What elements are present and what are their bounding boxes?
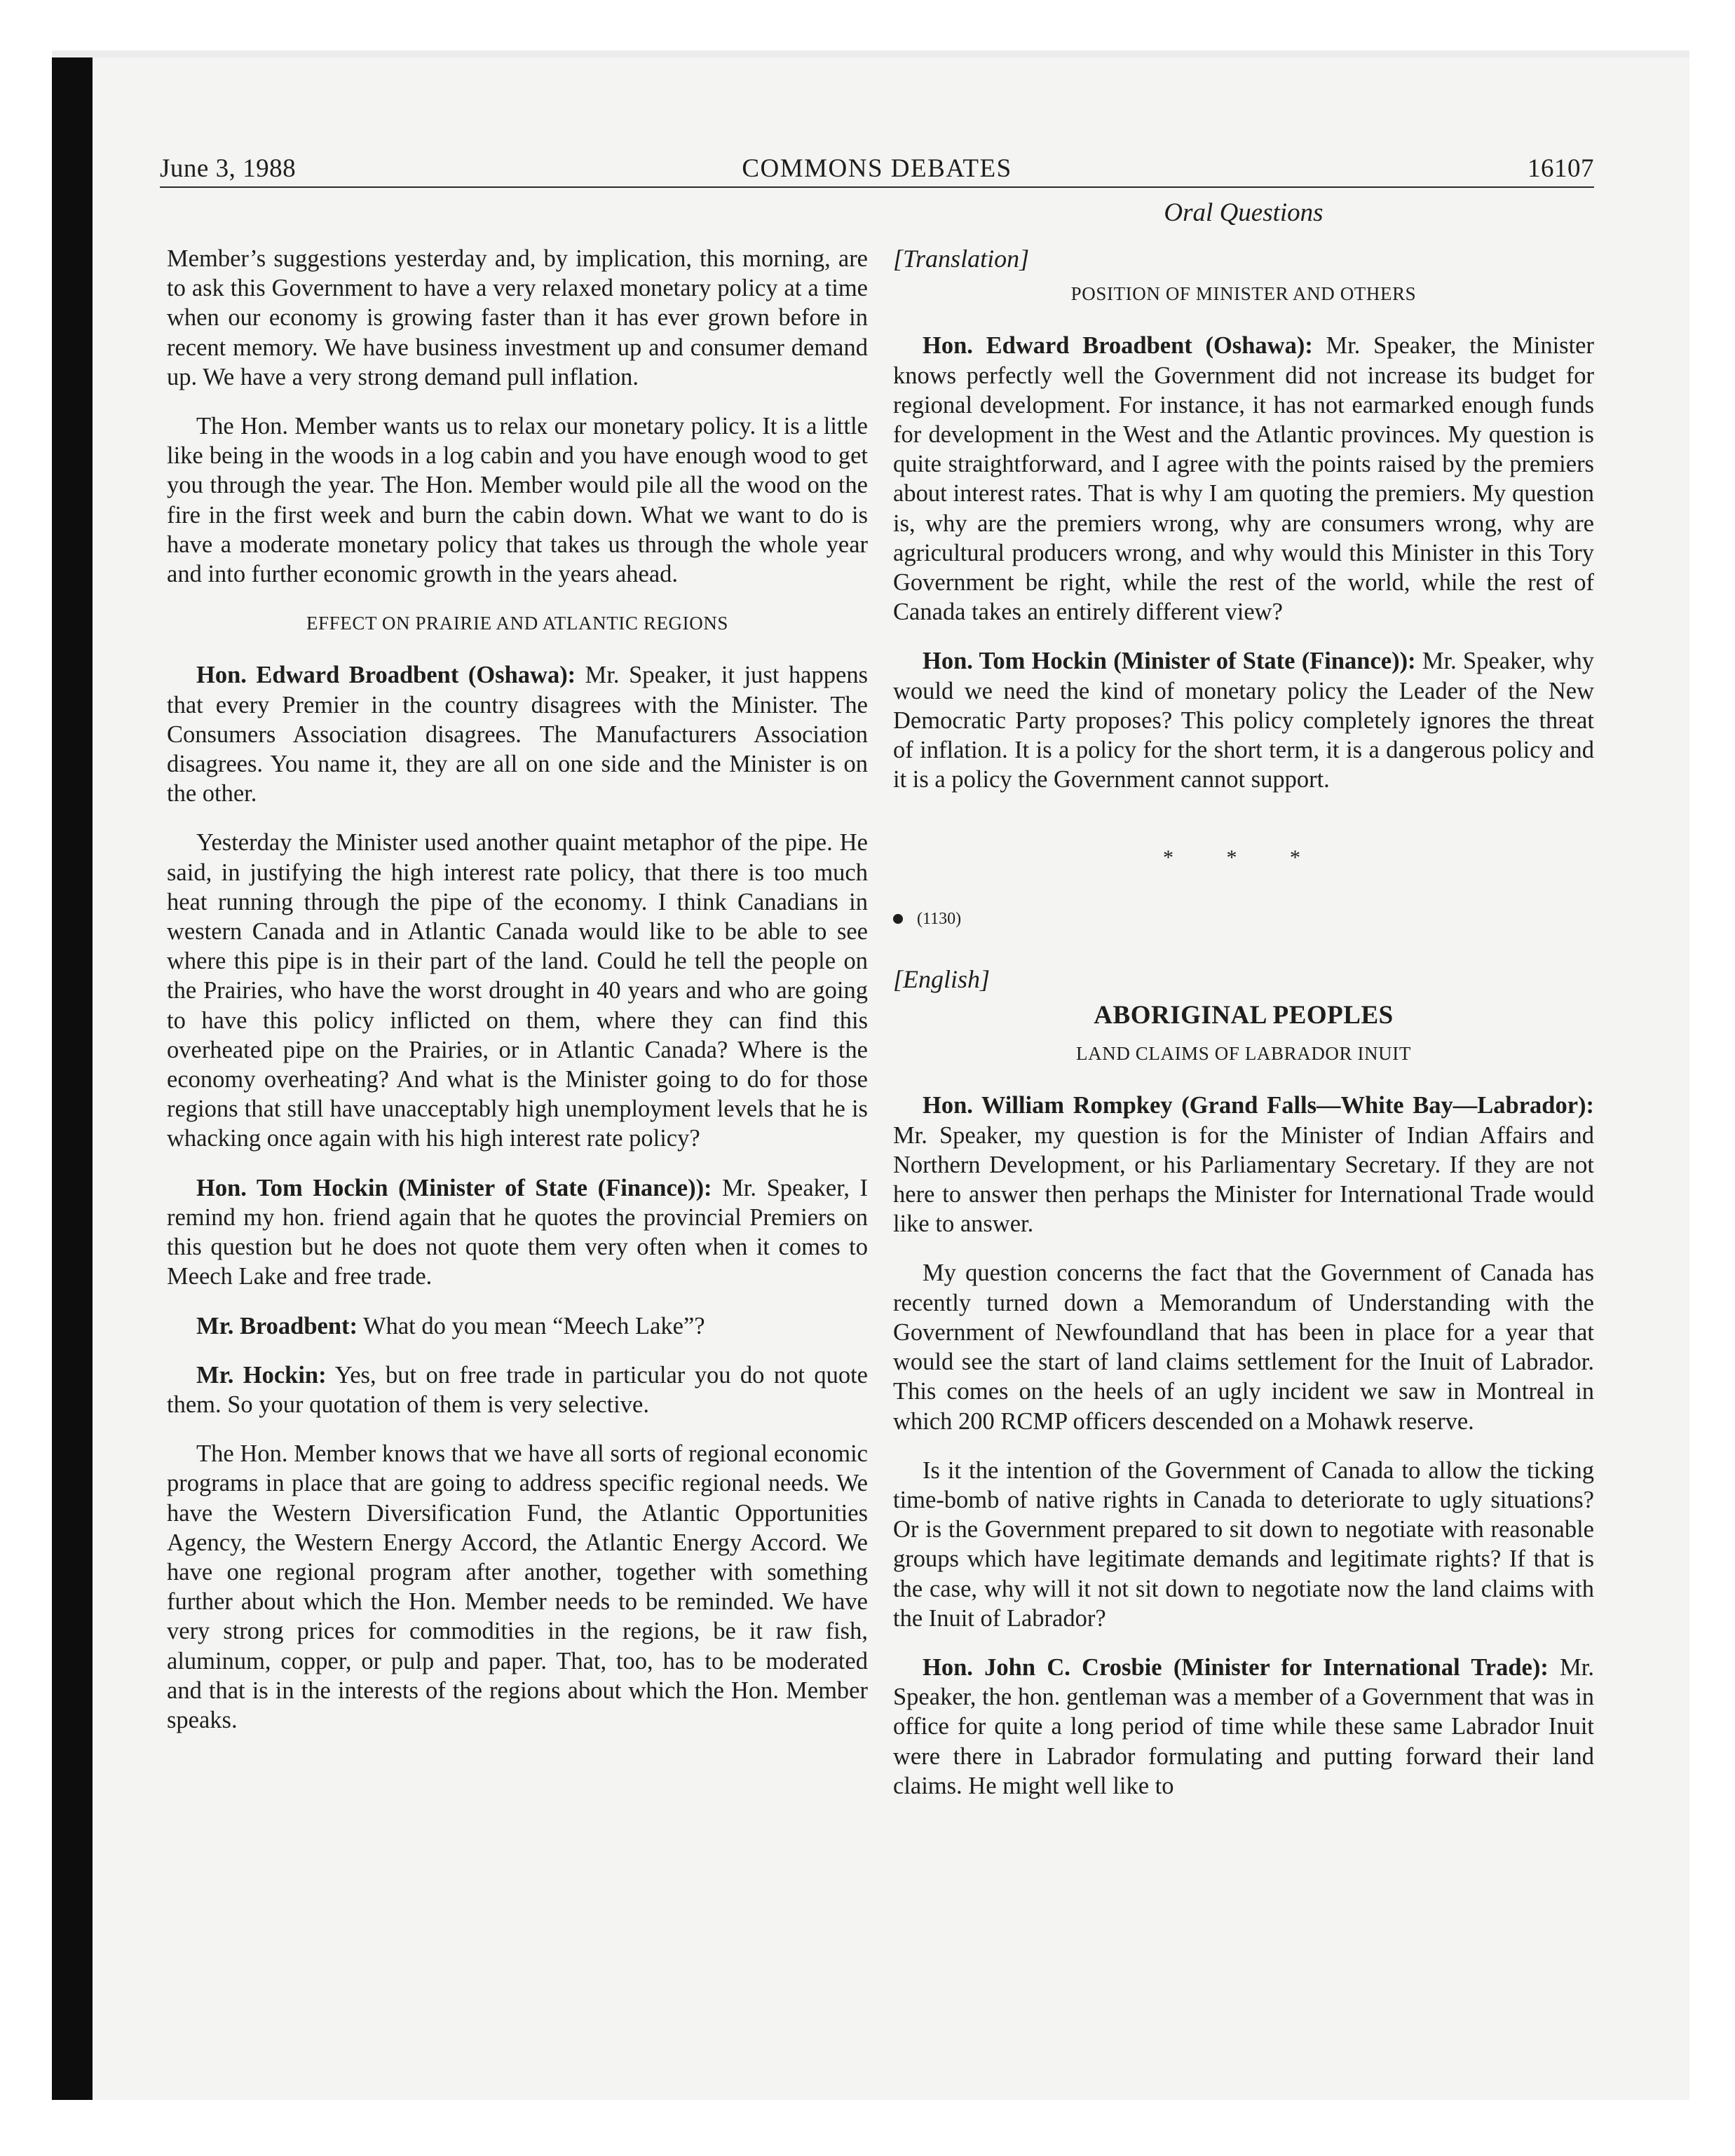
language-note: [Translation] (893, 245, 1030, 273)
header-page-number: 16107 (1528, 154, 1594, 183)
speaker-name: Mr. Broadbent: (196, 1312, 358, 1339)
speech-text: Mr. Speaker, the hon. gentleman was a member of a Government that was in office for quite a long period of time while these same Labrador Inuit were there in Labrador formulating and putting forward their land claims. He might well like to (893, 1653, 1595, 1799)
speech-paragraph (167, 660, 868, 808)
speech-paragraph (893, 1091, 1594, 1239)
speaker-name: Hon. Edward Broadbent (Oshawa): (923, 332, 1313, 360)
speech-paragraph (893, 331, 1594, 627)
timestamp (893, 904, 1594, 934)
scan-border (52, 50, 93, 2100)
speaker-name: Hon. Edward Broadbent (Oshawa): (196, 662, 576, 689)
paragraph: The Hon. Member wants us to relax our monetary policy. It is a little like being in the woods in a log cabin and you have enough wood to get you through the year. The Hon. Member would pile all the wood on the fire in the first week and burn the cabin down. What we want to do is have a moderate monetary policy that takes us through the whole year and into further economic growth in the years ahead. (167, 413, 868, 588)
scan-top-edge (52, 50, 1689, 57)
subheading: EFFECT ON PRAIRIE AND ATLANTIC REGIONS (306, 613, 729, 634)
speaker-name: Hon. William Rompkey (Grand Falls—White Bay—Labrador): (923, 1092, 1594, 1119)
right-column (893, 244, 1594, 1820)
header-date: June 3, 1988 (160, 154, 297, 183)
speech-text: Mr. Speaker, I remind my hon. friend again that he quotes the provincial Premiers on this question but he does not quote them very often when it comes to Meech Lake and free trade. (167, 1174, 869, 1290)
bullet-icon (893, 914, 903, 924)
speech-text: What do you mean “Meech Lake”? (358, 1312, 705, 1339)
speech-paragraph (167, 1173, 868, 1292)
language-note: [English] (893, 964, 991, 993)
subheading: LAND CLAIMS OF LABRADOR INUIT (1076, 1043, 1411, 1065)
paragraph: Member’s suggestions yesterday and, by implication, this morning, are to ask this Government to have a very relaxed monetary policy at a time when our economy is growing faster than it has ever grown before in recent memory. We have business investment up and consumer demand up. We have a very strong demand pull inflation. (167, 245, 868, 390)
paragraph: The Hon. Member knows that we have all sorts of regional economic programs in place that are going to address specific regional needs. We have the Western Diversification Fund, the Atlantic Opportunities Agency, the Western Energy Accord, the Atlantic Energy Accord. We have one regional program after another, together with something further about which the Hon. Member needs to be reminded. We have very strong prices for commodities in the regions, be it raw fish, aluminum, copper, or pulp and paper. That, too, has to be moderated and that is in the interests of the regions about which the Hon. Member speaks. (167, 1440, 868, 1733)
speaker-name: Hon. Tom Hockin (Minister of State (Finance)): (923, 648, 1416, 675)
speaker-name: Mr. Hockin: (196, 1361, 327, 1389)
speech-text: Mr. Speaker, it just happens that every Premier in the country disagrees with the Minister. The Consumers Association disagrees. The Manufacturers Association disagrees. You name it, they are all on one side and the Minister is on the other. (167, 662, 869, 807)
section-label: Oral Questions (1164, 198, 1324, 227)
speech-text: Yes, but on free trade in particular you do not quote them. So your quotation of them is very selective. (167, 1361, 868, 1418)
speech-text: Mr. Speaker, my question is for the Minister of Indian Affairs and Northern Development, or his Parliamentary Secretary. If they are not here to answer then perhaps the Minister for International Trade would like to answer. (893, 1121, 1594, 1238)
speech-text: Mr. Speaker, the Minister knows perfectly well the Government did not increase its budget for regional development. For instance, it has not earmarked enough funds for development in the West and the Atlantic provinces. My question is quite straightforward, and I agree with the points raised by the premiers about interest rates. That is why I am quoting the premiers. My question is, why are the premiers wrong, why are consumers wrong, why are agricultural producers wrong, and why would this Minister in this Tory Government be right, while the rest of the world, while the rest of Canada takes an entirely different view? (893, 332, 1594, 626)
paragraph: Yesterday the Minister used another quaint metaphor of the pipe. He said, in justifying the high interest rate policy, that there is too much heat running through the pipe of the economy. I think Canadians in western Canada and in Atlantic Canada would like to be able to see where this pipe is in their part of the land. Could he tell the people on the Prairies, who have the worst drought in 40 years and who are going to have this policy inflicted on them, where they can find this overheated pipe on the Prairies, or in Atlantic Canada? Where is the economy overheating? And what is the Minister going to do for those regions that still have unacceptably high unemployment levels that he is whacking once again with his high interest rate policy? (167, 829, 868, 1152)
speech-paragraph (167, 1311, 868, 1341)
speech-paragraph (893, 646, 1594, 794)
speech-paragraph (893, 1653, 1594, 1801)
timestamp-text: (1130) (917, 909, 962, 928)
paragraph: My question concerns the fact that the Government of Canada has recently turned down a Memorandum of Understanding with the Government of Newfoundland that has been in place for a year that would see the start of land claims settlement for the Inuit of Labrador. This comes on the heels of an ugly incident we saw in Montreal in which 200 RCMP officers descended on a Mohawk reserve. (893, 1260, 1594, 1435)
left-column (167, 244, 868, 1754)
speaker-name: Hon. Tom Hockin (Minister of State (Finance)): (196, 1174, 712, 1201)
speech-paragraph (167, 1360, 868, 1419)
section-separator: * * * (1163, 846, 1324, 870)
running-header (160, 147, 1594, 188)
speech-text: Mr. Speaker, why would we need the kind of monetary policy the Leader of the New Democratic Party proposes? This policy completely ignores the threat of inflation. It is a policy for the short term, it is a dangerous policy and it is a policy the Government cannot support. (893, 648, 1594, 793)
paragraph: Is it the intention of the Government of Canada to allow the ticking time-bomb of native rights in Canada to deteriorate to ugly situations? Or is the Government prepared to sit down to negotiate with reasonable groups which have legitimate demands and legitimate rights? If that is the case, why will it not sit down to negotiate now the land claims with the Inuit of Labrador? (893, 1456, 1594, 1632)
speaker-name: Hon. John C. Crosbie (Minister for International Trade): (923, 1653, 1549, 1681)
section-heading: ABORIGINAL PEOPLES (1094, 1001, 1394, 1030)
subheading: POSITION OF MINISTER AND OTHERS (1070, 283, 1417, 305)
header-title: COMMONS DEBATES (742, 154, 1012, 183)
